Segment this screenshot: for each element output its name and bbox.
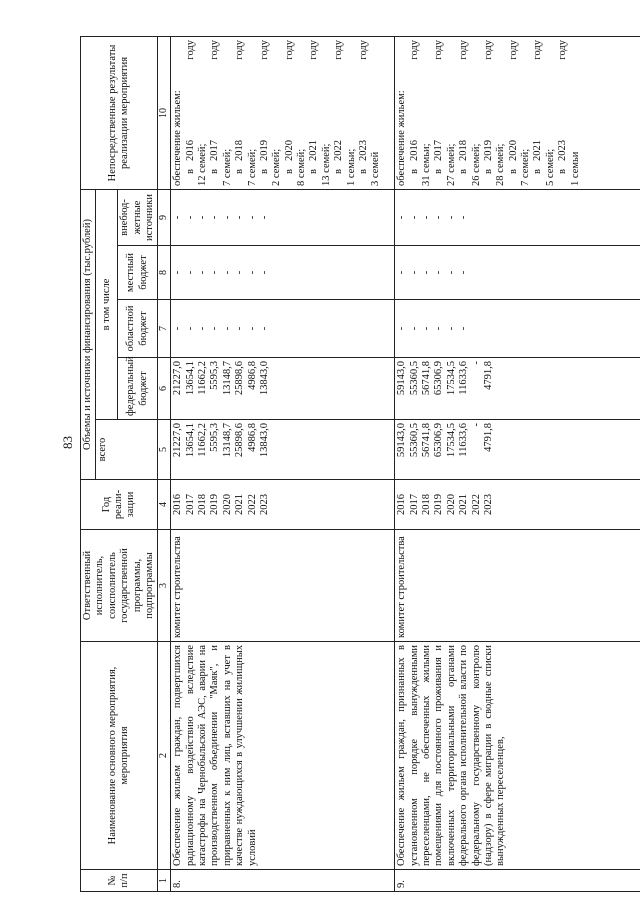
result-line: 28 семей;	[495, 143, 507, 186]
result-part: в	[258, 169, 270, 174]
years-cell-value: 2020	[445, 494, 457, 515]
result-part: году	[433, 39, 445, 60]
local-cell-value	[471, 249, 483, 296]
header-regional: областной бюджет	[118, 300, 158, 358]
result-line: 13 семей;	[320, 143, 332, 186]
result-part: в	[482, 169, 494, 174]
extra-cell-value: -	[421, 215, 432, 220]
extra-cell-value: -	[197, 215, 208, 220]
header-year: Год реали-зации	[81, 480, 158, 530]
result-part: году	[234, 39, 246, 60]
federal-cell-value: 21227,0	[172, 361, 184, 396]
total-cell	[171, 420, 395, 480]
result-part: 2017	[433, 140, 445, 161]
result-line	[409, 40, 421, 186]
total-cell-value: 21227,0	[172, 423, 184, 458]
years-cell-value: 2022	[246, 494, 258, 515]
result-line: 31 семьи;	[421, 143, 432, 186]
result-part: году	[209, 39, 221, 60]
result-line: 8 семей;	[296, 148, 307, 186]
result-part: году	[408, 39, 420, 60]
regional-cell-value: -	[172, 326, 184, 331]
result-line	[483, 40, 495, 186]
result-part: в	[557, 169, 569, 174]
col-number: 8	[158, 246, 171, 300]
local-cell	[395, 246, 640, 300]
regional-cell-value: -	[421, 326, 432, 331]
years-cell-value: 2021	[234, 494, 246, 515]
local-cell-value: -	[209, 270, 221, 275]
total-cell-value: 4791,8	[482, 423, 494, 452]
local-cell-value: -	[396, 270, 408, 275]
result-line	[308, 40, 320, 186]
result-part: в	[209, 169, 221, 174]
extra-cell	[395, 189, 640, 245]
total-cell-value: 65306,9	[433, 423, 445, 458]
result-line	[284, 40, 296, 186]
page-number: 83	[60, 436, 75, 449]
federal-cell-value: 17534,5	[445, 361, 457, 396]
responsible-executor: комитет строительства	[171, 530, 395, 642]
extra-cell-value: -	[396, 215, 408, 220]
result-line	[209, 40, 221, 186]
total-cell-value: 59143,0	[396, 423, 408, 458]
extra-cell-value	[483, 193, 495, 242]
federal-cell-value: 4986,8	[246, 361, 258, 390]
total-cell-value: 5595,3	[209, 423, 221, 452]
result-line	[259, 40, 271, 186]
result-part: в	[308, 169, 320, 174]
total-cell-value: 4986,8	[246, 423, 258, 452]
col-number: 3	[158, 530, 171, 642]
results-cell	[395, 36, 640, 189]
responsible-executor: комитет строительства	[395, 530, 640, 642]
federal-cell-value: 13148,7	[221, 361, 233, 396]
regional-cell-value: -	[197, 326, 208, 331]
header-num: № п/п	[81, 870, 158, 892]
federal-cell-value: 59143,0	[396, 361, 408, 396]
col-number: 6	[158, 358, 171, 420]
total-cell-value: 56741,8	[421, 423, 432, 458]
header-funding: Объемы и источники финансирования (тыс.рублей)	[81, 189, 96, 479]
total-cell-value: 13654,1	[184, 423, 196, 458]
local-cell-value: -	[197, 270, 208, 275]
total-cell-value: 25898,6	[234, 423, 246, 458]
federal-cell-value: 65306,9	[433, 361, 445, 396]
local-cell-value: -	[433, 270, 445, 275]
result-line: 7 семей;	[246, 148, 258, 186]
federal-cell-value: 55360,5	[408, 361, 420, 396]
years-cell-value: 2017	[408, 494, 420, 515]
extra-cell-value: -	[445, 215, 457, 220]
result-line	[333, 40, 345, 186]
result-part: 2022	[333, 140, 345, 161]
total-cell-value: 11633,6	[458, 423, 470, 457]
result-line	[185, 40, 197, 186]
results-lead: обеспечение жильем:	[396, 90, 408, 186]
years-cell-value: 2018	[421, 494, 432, 515]
result-line: 27 семей;	[445, 143, 457, 186]
result-part: 2016	[408, 140, 420, 161]
result-part: 2020	[507, 140, 519, 161]
local-cell-value: -	[234, 270, 246, 275]
result-line: 12 семей;	[197, 143, 208, 186]
program-table	[80, 36, 640, 892]
extra-cell-value: -	[458, 215, 470, 220]
federal-cell-value: 11633,6	[458, 361, 470, 395]
federal-cell	[171, 358, 395, 420]
result-part: в	[408, 169, 420, 174]
federal-cell-value: -	[470, 361, 482, 365]
regional-cell	[395, 300, 640, 358]
years-cell-value: 2018	[197, 494, 208, 515]
result-line	[458, 40, 470, 186]
federal-cell-value: 13654,1	[184, 361, 196, 396]
header-federal: федеральный бюджет	[118, 358, 158, 420]
local-cell-value: -	[445, 270, 457, 275]
total-cell-value: 17534,5	[445, 423, 457, 458]
result-part: 2021	[308, 140, 320, 161]
years-cell	[171, 480, 395, 530]
results-lead: обеспечение жильем:	[172, 90, 184, 186]
result-line	[358, 40, 370, 186]
regional-cell-value	[483, 303, 495, 354]
header-results: Непосредственные результаты реализации мероприятия	[81, 36, 158, 189]
total-cell-value: 55360,5	[408, 423, 420, 458]
regional-cell-value: -	[209, 326, 221, 331]
federal-cell-value: 5595,3	[209, 361, 221, 390]
results-cell	[171, 36, 395, 189]
federal-cell-value: 11662,2	[197, 361, 208, 395]
result-part: году	[333, 39, 345, 60]
years-cell-value: 2016	[396, 494, 408, 515]
extra-cell-value	[471, 193, 483, 242]
result-line: 26 семей;	[470, 143, 482, 186]
years-cell-value: 2017	[184, 494, 196, 515]
result-part: году	[532, 39, 544, 60]
row-number: 9.	[395, 870, 640, 892]
result-part: в	[333, 169, 345, 174]
result-part: 2023	[557, 140, 569, 161]
result-part: в	[283, 169, 295, 174]
result-part: 2018	[234, 140, 246, 161]
result-line	[557, 40, 569, 186]
result-line	[433, 40, 445, 186]
col-number: 10	[158, 36, 171, 189]
regional-cell-value: -	[458, 326, 470, 331]
result-part: году	[308, 39, 320, 60]
result-part: в	[507, 169, 519, 174]
local-cell-value: -	[221, 270, 233, 275]
years-cell-value: 2021	[458, 494, 470, 515]
rotated-table-container	[80, 37, 610, 892]
regional-cell-value: -	[433, 326, 445, 331]
years-cell-value: 2016	[172, 494, 184, 515]
result-part: году	[283, 39, 295, 60]
result-part: в	[234, 169, 246, 174]
extra-cell-value: -	[184, 215, 196, 220]
result-part: году	[507, 39, 519, 60]
result-line: 5 семей;	[544, 148, 556, 186]
regional-cell-value: -	[234, 326, 246, 331]
years-cell-value: 2022	[470, 494, 482, 515]
table-row	[395, 36, 640, 891]
result-line: 2 семей;	[271, 148, 283, 186]
result-part: году	[357, 39, 369, 60]
result-line: 1 семьи	[569, 151, 581, 186]
total-cell-value: -	[470, 423, 482, 427]
result-part: году	[184, 39, 196, 60]
local-cell-value	[483, 249, 495, 296]
result-part: 2023	[357, 140, 369, 161]
local-cell-value: -	[184, 270, 196, 275]
header-extra: внебюд-жетные источники	[118, 189, 158, 245]
result-part: в	[184, 169, 196, 174]
regional-cell-value: -	[246, 326, 258, 331]
result-line: 1 семьи;	[345, 148, 357, 186]
federal-cell-value: 25898,6	[234, 361, 246, 396]
header-name: Наименование основного мероприятия, мероприятия	[81, 642, 158, 870]
result-part: 2019	[258, 140, 270, 161]
local-cell-value: -	[246, 270, 258, 275]
regional-cell-value: -	[396, 326, 408, 331]
years-cell	[395, 480, 640, 530]
col-number: 7	[158, 300, 171, 358]
header-responsible: Ответственный исполнитель, соисполнитель государственной программы, подпрограммы	[81, 530, 158, 642]
measure-name: Обеспечение жильем граждан, подвергшихся радиационному воздействию вследствие катастрофы на Чернобыльской АЭС, аварии на производственном объединении "Маяк", и приравненных к ним лиц, вставших на учет в качестве нуждающихся в улучшении жилищных условий	[171, 642, 395, 870]
regional-cell-value: -	[445, 326, 457, 331]
extra-cell-value: -	[258, 215, 270, 220]
col-number: 4	[158, 480, 171, 530]
result-part: 2019	[482, 140, 494, 161]
col-number: 9	[158, 189, 171, 245]
result-part: 2021	[532, 140, 544, 161]
header-including: в том числе	[96, 189, 118, 419]
total-cell-value: 13148,7	[221, 423, 233, 458]
regional-cell	[171, 300, 395, 358]
result-line: 7 семей;	[221, 148, 233, 186]
result-part: году	[458, 39, 470, 60]
result-part: 2020	[283, 140, 295, 161]
total-cell-value: 11662,2	[197, 423, 208, 457]
extra-cell-value: -	[172, 215, 184, 220]
federal-cell-value: 13843,0	[258, 361, 270, 396]
regional-cell-value: -	[258, 326, 270, 331]
result-line	[234, 40, 246, 186]
measure-name: Обеспечение жильем граждан, признанных в установленном порядке вынужденными переселенцами, не обеспеченных жилыми помещениями для постоянного проживания и включенных территориальными органами федерального органа исполнительной власти по федеральному государственному контролю (надзору) в сфере миграции в сводные списки вынужденных переселенцев,	[395, 642, 640, 870]
years-cell-value: 2020	[221, 494, 233, 515]
table-body	[171, 36, 640, 891]
extra-cell-value: -	[408, 215, 420, 220]
extra-cell	[171, 189, 395, 245]
years-cell-value: 2023	[482, 494, 494, 515]
result-part: году	[482, 39, 494, 60]
years-cell-value: 2023	[258, 494, 270, 515]
result-part: в	[433, 169, 445, 174]
extra-cell-value: -	[234, 215, 246, 220]
extra-cell-value: -	[209, 215, 221, 220]
row-number: 8.	[171, 870, 395, 892]
col-number: 2	[158, 642, 171, 870]
local-cell-value: -	[258, 270, 270, 275]
table-row	[171, 36, 395, 891]
local-cell-value: -	[421, 270, 432, 275]
total-cell	[395, 420, 640, 480]
local-cell-value: -	[172, 270, 184, 275]
local-cell-value: -	[458, 270, 470, 275]
result-part: году	[557, 39, 569, 60]
result-part: в	[357, 169, 369, 174]
regional-cell-value: -	[221, 326, 233, 331]
header-local: местный бюджет	[118, 246, 158, 300]
result-part: 2017	[209, 140, 221, 161]
header-total: всего	[96, 420, 158, 480]
regional-cell-value	[471, 303, 483, 354]
result-line	[532, 40, 544, 186]
result-part: 2016	[184, 140, 196, 161]
federal-cell	[395, 358, 640, 420]
result-part: в	[458, 169, 470, 174]
extra-cell-value: -	[221, 215, 233, 220]
federal-cell-value: 56741,8	[421, 361, 432, 396]
result-part: году	[258, 39, 270, 60]
result-line	[508, 40, 520, 186]
extra-cell-value: -	[246, 215, 258, 220]
col-number: 1	[158, 870, 171, 892]
regional-cell-value: -	[408, 326, 420, 331]
extra-cell-value: -	[433, 215, 445, 220]
local-cell	[171, 246, 395, 300]
total-cell-value: 13843,0	[258, 423, 270, 458]
local-cell-value: -	[408, 270, 420, 275]
years-cell-value: 2019	[209, 494, 221, 515]
col-number: 5	[158, 420, 171, 480]
regional-cell-value: -	[184, 326, 196, 331]
result-part: 2018	[458, 140, 470, 161]
result-part: в	[532, 169, 544, 174]
federal-cell-value: 4791,8	[482, 361, 494, 390]
result-line: 3 семей	[370, 151, 382, 186]
result-line: 7 семей;	[520, 148, 531, 186]
years-cell-value: 2019	[433, 494, 445, 515]
